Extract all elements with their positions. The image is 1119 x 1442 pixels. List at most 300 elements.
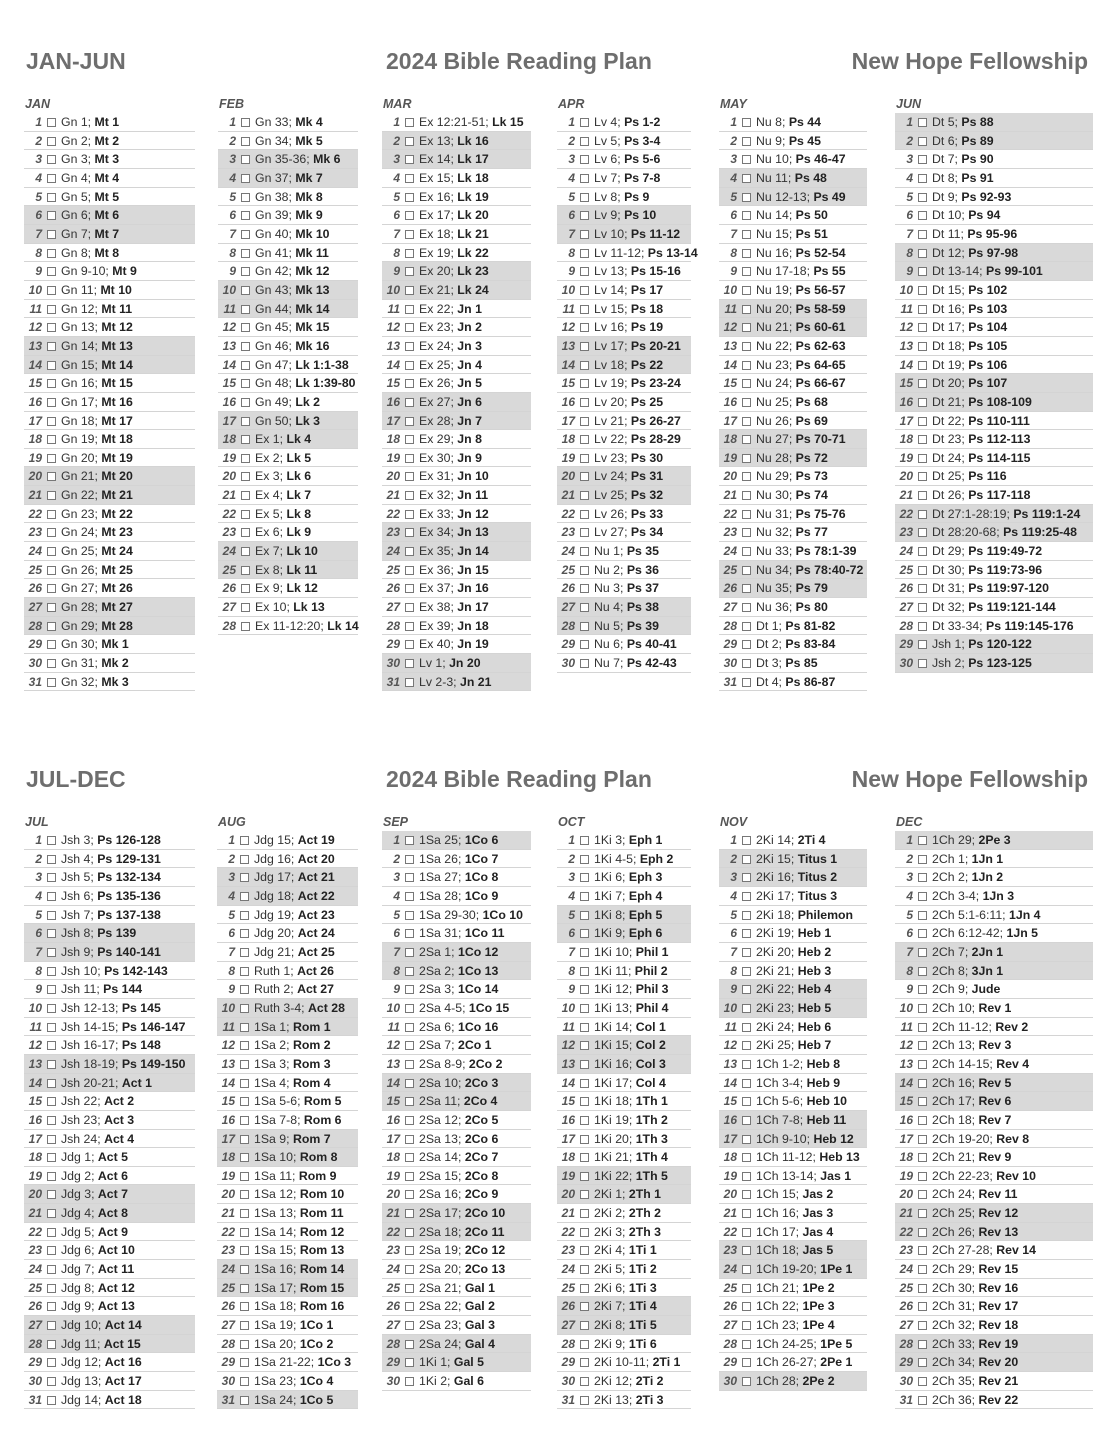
reading-checkbox[interactable] [405,1116,414,1125]
reading-checkbox[interactable] [742,1265,751,1274]
reading-checkbox[interactable] [405,892,414,901]
reading-checkbox[interactable] [240,1190,249,1199]
reading-checkbox[interactable] [405,640,414,649]
reading-checkbox[interactable] [405,985,414,994]
reading-checkbox[interactable] [918,528,927,537]
reading-checkbox[interactable] [47,1396,56,1405]
reading-checkbox[interactable] [742,528,751,537]
reading-checkbox[interactable] [405,1023,414,1032]
reading-checkbox[interactable] [580,342,589,351]
reading-checkbox[interactable] [742,1246,751,1255]
reading-checkbox[interactable] [47,836,56,845]
reading-checkbox[interactable] [240,1060,249,1069]
reading-checkbox[interactable] [405,1135,414,1144]
reading-checkbox[interactable] [580,873,589,882]
reading-checkbox[interactable] [580,1377,589,1386]
reading-checkbox[interactable] [918,1172,927,1181]
reading-checkbox[interactable] [918,1135,927,1144]
reading-checkbox[interactable] [742,678,751,687]
reading-checkbox[interactable] [918,603,927,612]
reading-checkbox[interactable] [580,193,589,202]
reading-checkbox[interactable] [405,435,414,444]
reading-checkbox[interactable] [742,622,751,631]
reading-checkbox[interactable] [742,1135,751,1144]
reading-checkbox[interactable] [405,1377,414,1386]
reading-checkbox[interactable] [580,1246,589,1255]
reading-checkbox[interactable] [241,566,250,575]
reading-checkbox[interactable] [742,1023,751,1032]
reading-checkbox[interactable] [405,911,414,920]
reading-checkbox[interactable] [241,491,250,500]
reading-checkbox[interactable] [742,1190,751,1199]
reading-checkbox[interactable] [918,155,927,164]
reading-checkbox[interactable] [742,911,751,920]
reading-checkbox[interactable] [742,1060,751,1069]
reading-checkbox[interactable] [47,472,56,481]
reading-checkbox[interactable] [241,249,250,258]
reading-checkbox[interactable] [405,584,414,593]
reading-checkbox[interactable] [241,379,250,388]
reading-checkbox[interactable] [405,1172,414,1181]
reading-checkbox[interactable] [742,211,751,220]
reading-checkbox[interactable] [918,417,927,426]
reading-checkbox[interactable] [405,193,414,202]
reading-checkbox[interactable] [240,911,249,920]
reading-checkbox[interactable] [742,267,751,276]
reading-checkbox[interactable] [240,1135,249,1144]
reading-checkbox[interactable] [47,305,56,314]
reading-checkbox[interactable] [47,1153,56,1162]
reading-checkbox[interactable] [405,417,414,426]
reading-checkbox[interactable] [918,547,927,556]
reading-checkbox[interactable] [742,584,751,593]
reading-checkbox[interactable] [918,1321,927,1330]
reading-checkbox[interactable] [580,1135,589,1144]
reading-checkbox[interactable] [405,547,414,556]
reading-checkbox[interactable] [47,417,56,426]
reading-checkbox[interactable] [742,193,751,202]
reading-checkbox[interactable] [580,929,589,938]
reading-checkbox[interactable] [918,379,927,388]
reading-checkbox[interactable] [405,659,414,668]
reading-checkbox[interactable] [240,1172,249,1181]
reading-checkbox[interactable] [240,1079,249,1088]
reading-checkbox[interactable] [47,584,56,593]
reading-checkbox[interactable] [241,267,250,276]
reading-checkbox[interactable] [47,1041,56,1050]
reading-checkbox[interactable] [240,1302,249,1311]
reading-checkbox[interactable] [580,1116,589,1125]
reading-checkbox[interactable] [742,929,751,938]
reading-checkbox[interactable] [405,174,414,183]
reading-checkbox[interactable] [405,472,414,481]
reading-checkbox[interactable] [742,174,751,183]
reading-checkbox[interactable] [580,249,589,258]
reading-checkbox[interactable] [742,1116,751,1125]
reading-checkbox[interactable] [405,1190,414,1199]
reading-checkbox[interactable] [47,1340,56,1349]
reading-checkbox[interactable] [580,1358,589,1367]
reading-checkbox[interactable] [241,193,250,202]
reading-checkbox[interactable] [580,855,589,864]
reading-checkbox[interactable] [580,1172,589,1181]
reading-checkbox[interactable] [47,603,56,612]
reading-checkbox[interactable] [580,547,589,556]
reading-checkbox[interactable] [47,528,56,537]
reading-checkbox[interactable] [405,1153,414,1162]
reading-checkbox[interactable] [742,305,751,314]
reading-checkbox[interactable] [405,836,414,845]
reading-checkbox[interactable] [405,678,414,687]
reading-checkbox[interactable] [580,1079,589,1088]
reading-checkbox[interactable] [580,1209,589,1218]
reading-checkbox[interactable] [47,911,56,920]
reading-checkbox[interactable] [47,1004,56,1013]
reading-checkbox[interactable] [580,1004,589,1013]
reading-checkbox[interactable] [918,1097,927,1106]
reading-checkbox[interactable] [241,286,250,295]
reading-checkbox[interactable] [580,622,589,631]
reading-checkbox[interactable] [240,1284,249,1293]
reading-checkbox[interactable] [47,211,56,220]
reading-checkbox[interactable] [918,174,927,183]
reading-checkbox[interactable] [47,1321,56,1330]
reading-checkbox[interactable] [918,118,927,127]
reading-checkbox[interactable] [918,929,927,938]
reading-checkbox[interactable] [918,892,927,901]
reading-checkbox[interactable] [918,1228,927,1237]
reading-checkbox[interactable] [580,510,589,519]
reading-checkbox[interactable] [742,417,751,426]
reading-checkbox[interactable] [918,1396,927,1405]
reading-checkbox[interactable] [47,1284,56,1293]
reading-checkbox[interactable] [742,249,751,258]
reading-checkbox[interactable] [742,286,751,295]
reading-checkbox[interactable] [580,398,589,407]
reading-checkbox[interactable] [47,491,56,500]
reading-checkbox[interactable] [580,435,589,444]
reading-checkbox[interactable] [47,137,56,146]
reading-checkbox[interactable] [405,1004,414,1013]
reading-checkbox[interactable] [405,286,414,295]
reading-checkbox[interactable] [918,1246,927,1255]
reading-checkbox[interactable] [240,1097,249,1106]
reading-checkbox[interactable] [742,1153,751,1162]
reading-checkbox[interactable] [47,1023,56,1032]
reading-checkbox[interactable] [405,1340,414,1349]
reading-checkbox[interactable] [742,472,751,481]
reading-checkbox[interactable] [580,1153,589,1162]
reading-checkbox[interactable] [580,1302,589,1311]
reading-checkbox[interactable] [405,948,414,957]
reading-checkbox[interactable] [580,454,589,463]
reading-checkbox[interactable] [918,472,927,481]
reading-checkbox[interactable] [580,1265,589,1274]
reading-checkbox[interactable] [405,211,414,220]
reading-checkbox[interactable] [918,911,927,920]
reading-checkbox[interactable] [405,249,414,258]
reading-checkbox[interactable] [47,566,56,575]
reading-checkbox[interactable] [918,1358,927,1367]
reading-checkbox[interactable] [405,342,414,351]
reading-checkbox[interactable] [47,929,56,938]
reading-checkbox[interactable] [580,967,589,976]
reading-checkbox[interactable] [47,1116,56,1125]
reading-checkbox[interactable] [240,1209,249,1218]
reading-checkbox[interactable] [918,1284,927,1293]
reading-checkbox[interactable] [240,948,249,957]
reading-checkbox[interactable] [241,230,250,239]
reading-checkbox[interactable] [240,836,249,845]
reading-checkbox[interactable] [742,230,751,239]
reading-checkbox[interactable] [240,1377,249,1386]
reading-checkbox[interactable] [405,510,414,519]
reading-checkbox[interactable] [918,640,927,649]
reading-checkbox[interactable] [241,305,250,314]
reading-checkbox[interactable] [240,873,249,882]
reading-checkbox[interactable] [742,1321,751,1330]
reading-checkbox[interactable] [405,603,414,612]
reading-checkbox[interactable] [405,1060,414,1069]
reading-checkbox[interactable] [580,1060,589,1069]
reading-checkbox[interactable] [241,584,250,593]
reading-checkbox[interactable] [918,566,927,575]
reading-checkbox[interactable] [405,1079,414,1088]
reading-checkbox[interactable] [742,1079,751,1088]
reading-checkbox[interactable] [580,137,589,146]
reading-checkbox[interactable] [405,1321,414,1330]
reading-checkbox[interactable] [742,1228,751,1237]
reading-checkbox[interactable] [580,1340,589,1349]
reading-checkbox[interactable] [47,435,56,444]
reading-checkbox[interactable] [47,985,56,994]
reading-checkbox[interactable] [405,323,414,332]
reading-checkbox[interactable] [742,155,751,164]
reading-checkbox[interactable] [47,622,56,631]
reading-checkbox[interactable] [742,967,751,976]
reading-checkbox[interactable] [580,640,589,649]
reading-checkbox[interactable] [918,398,927,407]
reading-checkbox[interactable] [47,547,56,556]
reading-checkbox[interactable] [918,249,927,258]
reading-checkbox[interactable] [47,678,56,687]
reading-checkbox[interactable] [240,985,249,994]
reading-checkbox[interactable] [47,1228,56,1237]
reading-checkbox[interactable] [240,1321,249,1330]
reading-checkbox[interactable] [918,622,927,631]
reading-checkbox[interactable] [918,1209,927,1218]
reading-checkbox[interactable] [580,379,589,388]
reading-checkbox[interactable] [241,323,250,332]
reading-checkbox[interactable] [580,1041,589,1050]
reading-checkbox[interactable] [742,640,751,649]
reading-checkbox[interactable] [405,1284,414,1293]
reading-checkbox[interactable] [241,472,250,481]
reading-checkbox[interactable] [742,836,751,845]
reading-checkbox[interactable] [405,1265,414,1274]
reading-checkbox[interactable] [580,211,589,220]
reading-checkbox[interactable] [580,417,589,426]
reading-checkbox[interactable] [742,1004,751,1013]
reading-checkbox[interactable] [405,305,414,314]
reading-checkbox[interactable] [580,1228,589,1237]
reading-checkbox[interactable] [405,267,414,276]
reading-checkbox[interactable] [47,1265,56,1274]
reading-checkbox[interactable] [742,855,751,864]
reading-checkbox[interactable] [240,1041,249,1050]
reading-checkbox[interactable] [742,873,751,882]
reading-checkbox[interactable] [47,873,56,882]
reading-checkbox[interactable] [405,528,414,537]
reading-checkbox[interactable] [918,659,927,668]
reading-checkbox[interactable] [405,361,414,370]
reading-checkbox[interactable] [240,892,249,901]
reading-checkbox[interactable] [580,892,589,901]
reading-checkbox[interactable] [918,967,927,976]
reading-checkbox[interactable] [918,211,927,220]
reading-checkbox[interactable] [580,985,589,994]
reading-checkbox[interactable] [580,659,589,668]
reading-checkbox[interactable] [742,1209,751,1218]
reading-checkbox[interactable] [918,1377,927,1386]
reading-checkbox[interactable] [240,1228,249,1237]
reading-checkbox[interactable] [47,510,56,519]
reading-checkbox[interactable] [580,603,589,612]
reading-checkbox[interactable] [47,454,56,463]
reading-checkbox[interactable] [47,1097,56,1106]
reading-checkbox[interactable] [241,435,250,444]
reading-checkbox[interactable] [47,855,56,864]
reading-checkbox[interactable] [742,1377,751,1386]
reading-checkbox[interactable] [241,137,250,146]
reading-checkbox[interactable] [742,566,751,575]
reading-checkbox[interactable] [47,892,56,901]
reading-checkbox[interactable] [405,1302,414,1311]
reading-checkbox[interactable] [241,118,250,127]
reading-checkbox[interactable] [240,1023,249,1032]
reading-checkbox[interactable] [580,836,589,845]
reading-checkbox[interactable] [241,528,250,537]
reading-checkbox[interactable] [240,1340,249,1349]
reading-checkbox[interactable] [405,855,414,864]
reading-checkbox[interactable] [240,1358,249,1367]
reading-checkbox[interactable] [918,323,927,332]
reading-checkbox[interactable] [580,230,589,239]
reading-checkbox[interactable] [241,547,250,556]
reading-checkbox[interactable] [47,640,56,649]
reading-checkbox[interactable] [241,417,250,426]
reading-checkbox[interactable] [47,1358,56,1367]
reading-checkbox[interactable] [918,1265,927,1274]
reading-checkbox[interactable] [241,361,250,370]
reading-checkbox[interactable] [241,398,250,407]
reading-checkbox[interactable] [580,472,589,481]
reading-checkbox[interactable] [580,267,589,276]
reading-checkbox[interactable] [47,659,56,668]
reading-checkbox[interactable] [742,510,751,519]
reading-checkbox[interactable] [918,855,927,864]
reading-checkbox[interactable] [405,1041,414,1050]
reading-checkbox[interactable] [580,1190,589,1199]
reading-checkbox[interactable] [405,1358,414,1367]
reading-checkbox[interactable] [47,323,56,332]
reading-checkbox[interactable] [918,1060,927,1069]
reading-checkbox[interactable] [241,510,250,519]
reading-checkbox[interactable] [47,1209,56,1218]
reading-checkbox[interactable] [742,361,751,370]
reading-checkbox[interactable] [742,1302,751,1311]
reading-checkbox[interactable] [580,566,589,575]
reading-checkbox[interactable] [240,1116,249,1125]
reading-checkbox[interactable] [742,547,751,556]
reading-checkbox[interactable] [405,873,414,882]
reading-checkbox[interactable] [405,566,414,575]
reading-checkbox[interactable] [47,174,56,183]
reading-checkbox[interactable] [742,323,751,332]
reading-checkbox[interactable] [240,1004,249,1013]
reading-checkbox[interactable] [742,659,751,668]
reading-checkbox[interactable] [918,491,927,500]
reading-checkbox[interactable] [240,929,249,938]
reading-checkbox[interactable] [742,948,751,957]
reading-checkbox[interactable] [742,1097,751,1106]
reading-checkbox[interactable] [580,118,589,127]
reading-checkbox[interactable] [918,435,927,444]
reading-checkbox[interactable] [47,1377,56,1386]
reading-checkbox[interactable] [405,454,414,463]
reading-checkbox[interactable] [47,118,56,127]
reading-checkbox[interactable] [580,1023,589,1032]
reading-checkbox[interactable] [918,1153,927,1162]
reading-checkbox[interactable] [241,174,250,183]
reading-checkbox[interactable] [405,1097,414,1106]
reading-checkbox[interactable] [580,528,589,537]
reading-checkbox[interactable] [742,985,751,994]
reading-checkbox[interactable] [240,1265,249,1274]
reading-checkbox[interactable] [742,342,751,351]
reading-checkbox[interactable] [580,911,589,920]
reading-checkbox[interactable] [47,193,56,202]
reading-checkbox[interactable] [405,622,414,631]
reading-checkbox[interactable] [47,155,56,164]
reading-checkbox[interactable] [918,1116,927,1125]
reading-checkbox[interactable] [580,1284,589,1293]
reading-checkbox[interactable] [918,1302,927,1311]
reading-checkbox[interactable] [742,603,751,612]
reading-checkbox[interactable] [580,323,589,332]
reading-checkbox[interactable] [580,1097,589,1106]
reading-checkbox[interactable] [742,398,751,407]
reading-checkbox[interactable] [405,155,414,164]
reading-checkbox[interactable] [580,491,589,500]
reading-checkbox[interactable] [918,985,927,994]
reading-checkbox[interactable] [47,1302,56,1311]
reading-checkbox[interactable] [580,305,589,314]
reading-checkbox[interactable] [918,361,927,370]
reading-checkbox[interactable] [405,230,414,239]
reading-checkbox[interactable] [405,379,414,388]
reading-checkbox[interactable] [918,454,927,463]
reading-checkbox[interactable] [742,892,751,901]
reading-checkbox[interactable] [241,342,250,351]
reading-checkbox[interactable] [580,155,589,164]
reading-checkbox[interactable] [742,1041,751,1050]
reading-checkbox[interactable] [241,155,250,164]
reading-checkbox[interactable] [405,137,414,146]
reading-checkbox[interactable] [240,1396,249,1405]
reading-checkbox[interactable] [918,137,927,146]
reading-checkbox[interactable] [918,305,927,314]
